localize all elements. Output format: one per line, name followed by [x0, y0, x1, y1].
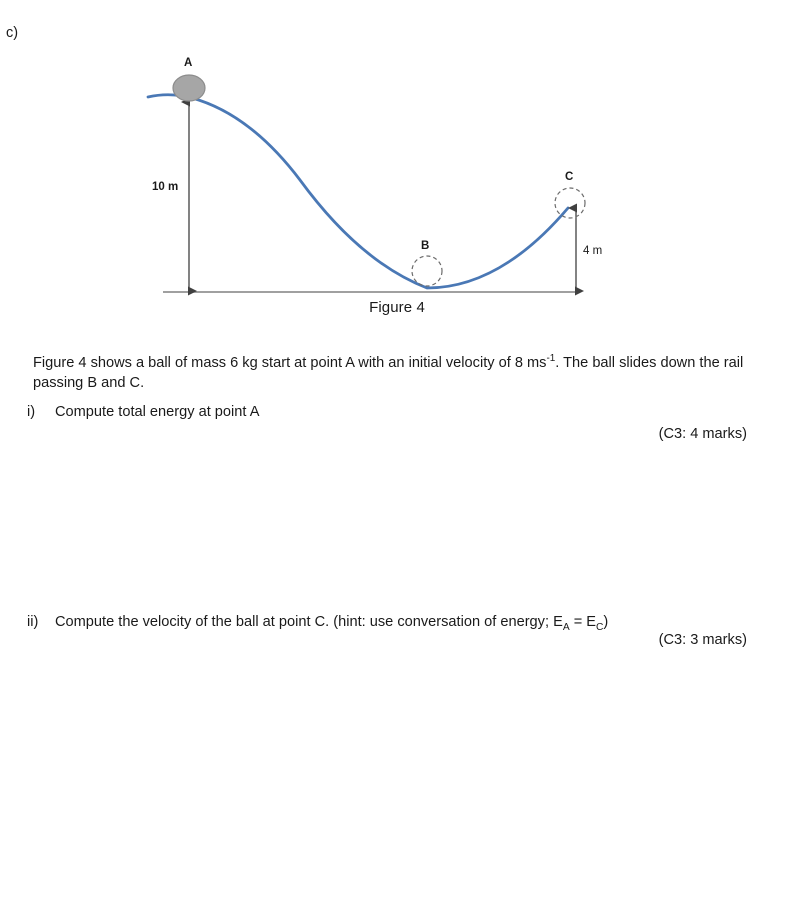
point-label-a: A — [184, 57, 193, 69]
figure-description-paragraph — [33, 353, 745, 394]
answer-space-ii[interactable] — [0, 656, 794, 916]
ghost-ball-at-c — [555, 188, 585, 218]
question-ii-text-part3: ) — [603, 614, 609, 630]
question-i-text: Compute total energy at point A — [55, 404, 260, 420]
question-ii-marks: (C3: 3 marks) — [658, 632, 747, 648]
figure-caption: Figure 4 — [369, 299, 425, 316]
question-ii-text-part2: = E — [569, 614, 597, 630]
figure-4-block — [0, 40, 794, 325]
point-label-b: B — [421, 240, 430, 252]
dimension-label-4m: 4 m — [583, 245, 603, 257]
intro-text-before: Figure 4 shows a ball of mass 6 kg start at point A with an initial velocity of 8 ms — [33, 354, 547, 371]
physics-rail-diagram — [0, 40, 794, 325]
intro-superscript: -1 — [546, 352, 556, 364]
ball-at-a — [173, 75, 205, 101]
question-ii — [27, 612, 767, 632]
ghost-ball-at-b — [412, 256, 442, 286]
dimension-label-10m: 10 m — [152, 181, 179, 193]
question-ii-number: ii) — [27, 614, 39, 630]
question-ii-text — [55, 612, 767, 632]
question-i-number: i) — [27, 404, 36, 420]
rail-curve — [148, 95, 568, 288]
question-ii-text-part1: Compute the velocity of the ball at point C. (hint: use conversation of energy; E — [55, 614, 563, 630]
part-label-c: c) — [6, 25, 19, 41]
question-i — [27, 402, 727, 422]
point-label-c: C — [565, 171, 574, 183]
question-ii-subscript-c: C — [596, 621, 604, 633]
intro-text-after: . The ball slides down the rail passing B and C. — [33, 354, 744, 392]
answer-space-i[interactable] — [0, 450, 794, 605]
question-i-marks: (C3: 4 marks) — [658, 426, 747, 442]
question-ii-subscript-a: A — [562, 621, 570, 633]
